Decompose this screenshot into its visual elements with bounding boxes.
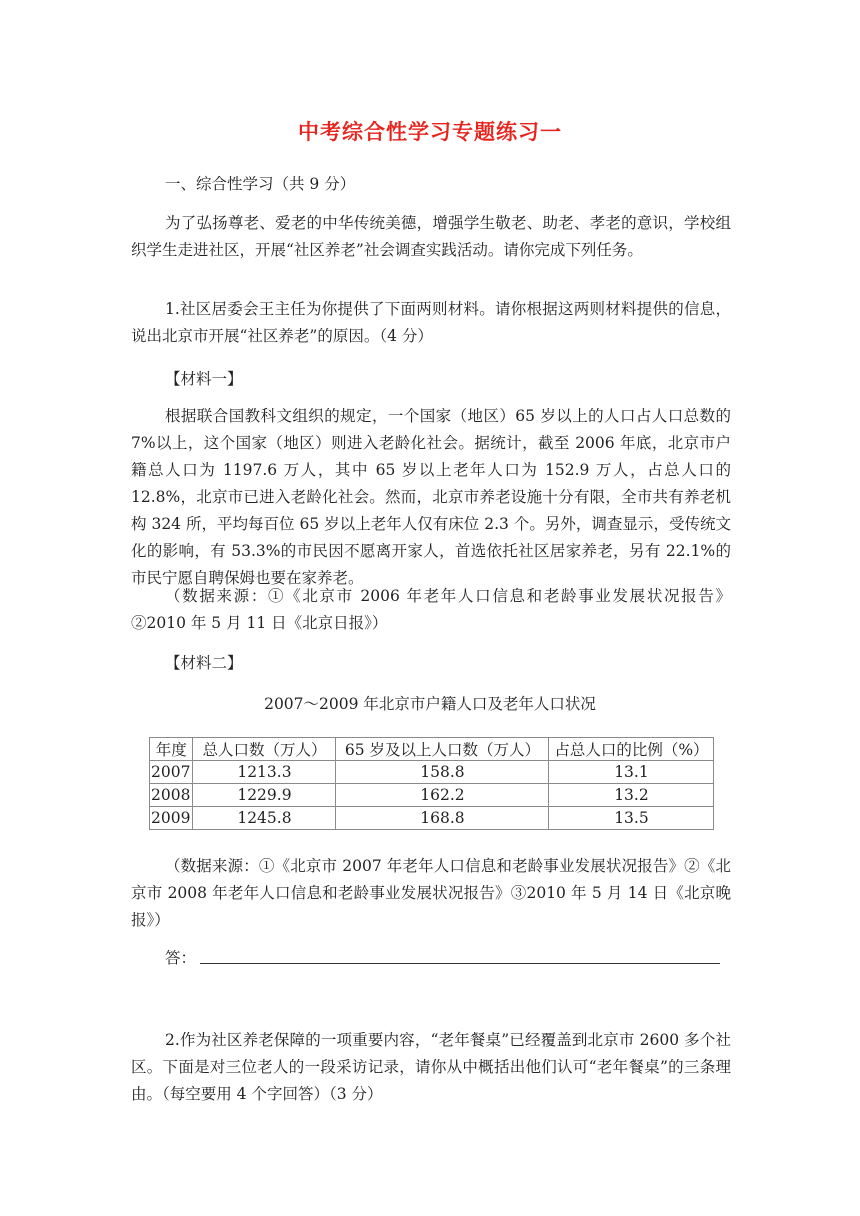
page-title: 中考综合性学习专题练习一 — [298, 119, 562, 144]
table-row — [150, 807, 714, 830]
elderly-cell: 168.8 — [336, 807, 549, 830]
table-header-row — [150, 738, 714, 761]
answer-line[interactable] — [200, 963, 720, 964]
table-row — [150, 761, 714, 784]
header-ratio: 占总人口的比例（%） — [549, 738, 714, 761]
population-table — [149, 737, 714, 830]
material-1-text: 根据联合国教科文组织的规定，一个国家（地区）65 岁以上的人口占人口总数的 7%以上，这个国家（地区）则进入老龄化社会。据统计，截至 2006 年底，北京市户籍总人口为 1197.6 万人，其中 65 岁以上老年人口为 152.9 万人，占总人口的 12.8%，北京市已进入老龄化社会。然而，北京市养老设施十分有限，全市共有养老机构 324 所，平均每百位 65 岁以上老年人仅有床位 2.3 个。另外，调查显示，受传统文化的影响，有 53.3%的市民因不愿离开家人，首选依托社区居家养老，另有 22.1%的市民宁愿自聘保姆也要在家养老。 — [131, 407, 731, 587]
question-2: 2.作为社区养老保障的一项重要内容，“老年餐桌”已经覆盖到北京市 2600 多个社区。下面是对三位老人的一段采访记录，请你从中概括出他们认可“老年餐桌”的三条理由。（每空要用 4 个字回答）（3 分） — [131, 1031, 731, 1103]
year-cell: 2008 — [150, 784, 193, 807]
year-cell: 2009 — [150, 807, 193, 830]
header-elderly-population: 65 岁及以上人口数（万人） — [336, 738, 549, 761]
source-note-1: （数据来源：①《北京市 2006 年老年人口信息和老龄事业发展状况报告》②2010 年 5 月 11 日《北京日报》） — [131, 587, 731, 632]
table-row — [150, 784, 714, 807]
total-cell: 1245.8 — [193, 807, 336, 830]
material-2-heading: 【材料二】 — [165, 654, 243, 672]
elderly-cell: 158.8 — [336, 761, 549, 784]
question-1: 1.社区居委会王主任为你提供了下面两则材料。请你根据这两则材料提供的信息，说出北京市开展“社区养老”的原因。（4 分） — [131, 300, 731, 345]
year-cell: 2007 — [150, 761, 193, 784]
elderly-cell: 162.2 — [336, 784, 549, 807]
ratio-cell: 13.1 — [549, 761, 714, 784]
source-note-2: （数据来源：①《北京市 2007 年老年人口信息和老龄事业发展状况报告》②《北京市 2008 年老年人口信息和老龄事业发展状况报告》③2010 年 5 月 14 日《北京晚报》） — [131, 857, 731, 929]
material-1-heading: 【材料一】 — [165, 370, 243, 388]
total-cell: 1213.3 — [193, 761, 336, 784]
ratio-cell: 13.2 — [549, 784, 714, 807]
answer-label: 答： — [165, 949, 197, 967]
header-total-population: 总人口数（万人） — [193, 738, 336, 761]
header-year: 年度 — [150, 738, 193, 761]
total-cell: 1229.9 — [193, 784, 336, 807]
section-heading: 一、综合性学习（共 9 分） — [165, 175, 356, 193]
table-caption: 2007～2009 年北京市户籍人口及老年人口状况 — [264, 695, 596, 713]
intro-paragraph: 为了弘扬尊老、爱老的中华传统美德，增强学生敬老、助老、孝老的意识，学校组织学生走进社区，开展“社区养老”社会调查实践活动。请你完成下列任务。 — [131, 214, 731, 259]
ratio-cell: 13.5 — [549, 807, 714, 830]
